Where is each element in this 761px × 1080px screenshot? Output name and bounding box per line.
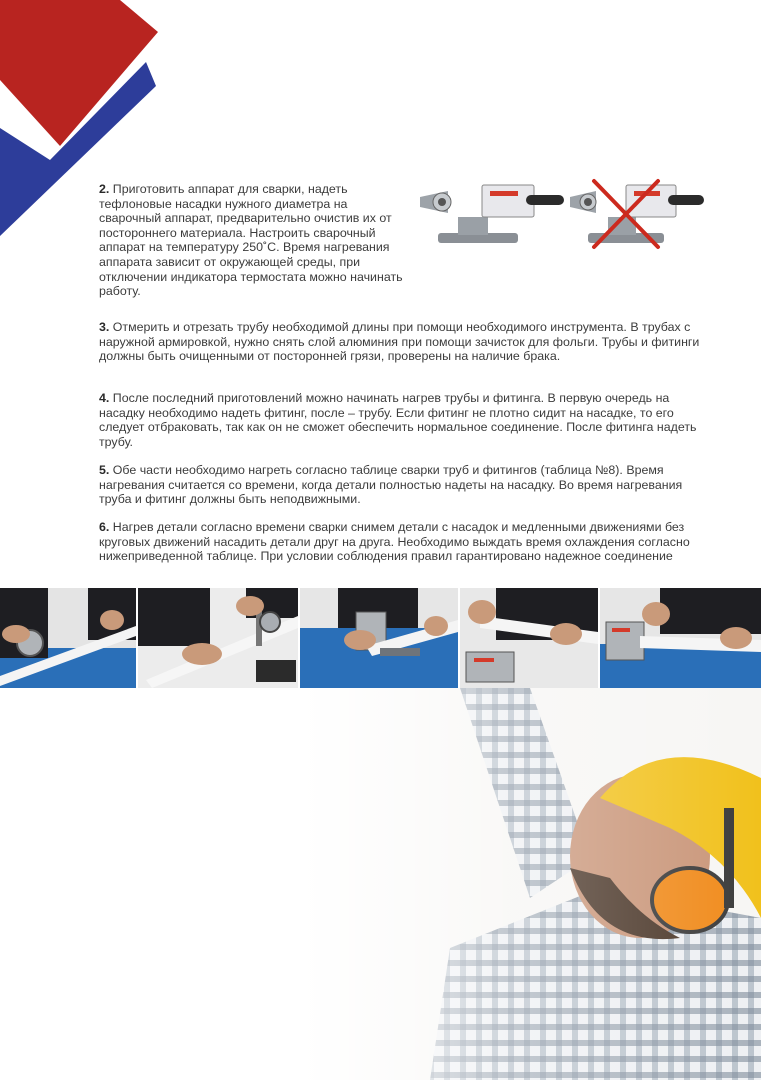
step-4-text: После последний приготовлений можно начинать нагрев трубы и фитинга. В первую очередь на насадку необходимо надеть фитинг, после – трубу. Если фитинг не плотно сидит на насадке, то его следует отбраковать, так как он не сможет обеспечить нормальное соединение. После фитинга надеть трубу. — [99, 391, 697, 449]
welding-machine-icon — [418, 175, 566, 255]
construction-worker-photo — [300, 688, 761, 1080]
step-4-number: 4. — [99, 391, 110, 405]
step-5-paragraph — [99, 463, 709, 507]
step-2-text: Приготовить аппарат для сварки, надеть тефлоновые насадки нужного диаметра на сварочный аппарат, предварительно очистив их от постороннего материала. Настроить сварочный аппарат на температуру 250˚С. Время нагревания аппарата зависит от окружающей среды, при отключении индикатора термостата можно начинать работу. — [99, 182, 403, 299]
step-2-paragraph — [99, 182, 409, 299]
step-5-number: 5. — [99, 463, 110, 477]
pipe-heating-photo — [460, 588, 598, 688]
step-3-text: Отмерить и отрезать трубу необходимой длины при помощи необходимого инструмента. В трубах с наружной армировкой, нужно снять слой алюминия при помощи зачисток для фольги. Трубы и фитинги должны быть очищенными от посторонней грязи, проверены на наличие брака. — [99, 320, 700, 364]
step-4-paragraph — [99, 391, 709, 449]
welding-machine-crossed-icon — [566, 175, 706, 255]
fitting-heating-photo — [300, 588, 458, 688]
step-6-number: 6. — [99, 520, 110, 534]
step-5-text: Обе части необходимо нагреть согласно таблице сварки труб и фитингов (таблица №8). Время нагревания считается со времени, когда детали полностью надеты на насадку. Во время нагревания труба и фитинг должны быть неподвижными. — [99, 463, 683, 507]
pipe-stripper-photo — [138, 588, 298, 688]
process-photo-strip — [0, 588, 761, 688]
step-2-number: 2. — [99, 182, 110, 196]
step-3-number: 3. — [99, 320, 110, 334]
pipe-cutter-photo — [0, 588, 136, 688]
step-6-text: Нагрев детали согласно времени сварки снимем детали с насадок и медленными движениями без круговых движений насадить детали друг на друга. Необходимо выждать время охлаждения согласно нижеприведенной таблице. При условии соблюдения правил гарантировано надежное соединение — [99, 520, 690, 564]
step-6-paragraph — [99, 520, 709, 564]
pipe-joining-photo — [600, 588, 761, 688]
step-3-paragraph — [99, 320, 709, 364]
